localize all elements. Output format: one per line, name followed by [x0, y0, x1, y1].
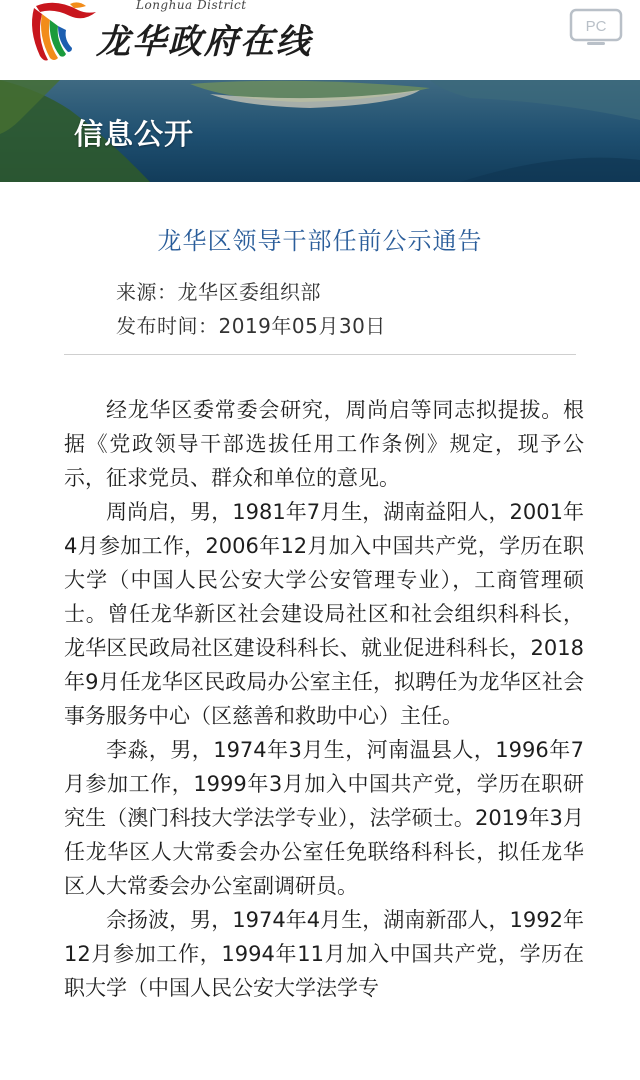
section-banner: [0, 80, 640, 182]
article-paragraph: 经龙华区委常委会研究，周尚启等同志拟提拔。根据《党政领导干部选拔任用工作条例》规定，现予公示，征求党员、群众和单位的意见。: [64, 398, 584, 490]
logo-title[interactable]: 龙华政府在线: [96, 22, 312, 62]
logo-subtitle: Longhua District: [136, 0, 247, 12]
section-title: 信息公开: [74, 117, 195, 151]
divider: [64, 354, 576, 355]
longhua-logo-icon[interactable]: [26, 0, 98, 68]
article-paragraph: 周尚启，男，1981年7月生，湖南益阳人，2001年4月参加工作，2006年12月加入中国共产党，学历在职大学（中国人民公安大学公安管理专业），工商管理硕士。曾任龙华新区社会建设局社区和社会组织科科长，龙华区民政局社区建设科科长、就业促进科科长，2018年9月任龙华区民政局办公室主任，拟聘任为龙华区社会事务服务中心（区慈善和救助中心）主任。: [64, 500, 584, 728]
site-header: [0, 0, 640, 80]
article-body: [64, 393, 584, 1005]
article-paragraph: 佘扬波，男，1974年4月生，湖南新邵人，1992年12月参加工作，1994年11月加入中国共产党，学历在职大学（中国人民公安大学法学专: [64, 908, 584, 1000]
article-source: 来源：龙华区委组织部: [116, 280, 321, 304]
pc-label: PC: [585, 18, 607, 35]
article-publish-time: 发布时间：2019年05月30日: [116, 314, 386, 338]
article-title: 龙华区领导干部任前公示通告: [157, 227, 483, 255]
pc-version-button[interactable]: [569, 8, 623, 48]
article-paragraph: 李淼，男，1974年3月生，河南温县人，1996年7月参加工作，1999年3月加入中国共产党，学历在职研究生（澳门科技大学法学专业），法学硕士。2019年3月任龙华区人大常委会办公室任免联络科科长，拟任龙华区人大常委会办公室副调研员。: [64, 738, 584, 898]
